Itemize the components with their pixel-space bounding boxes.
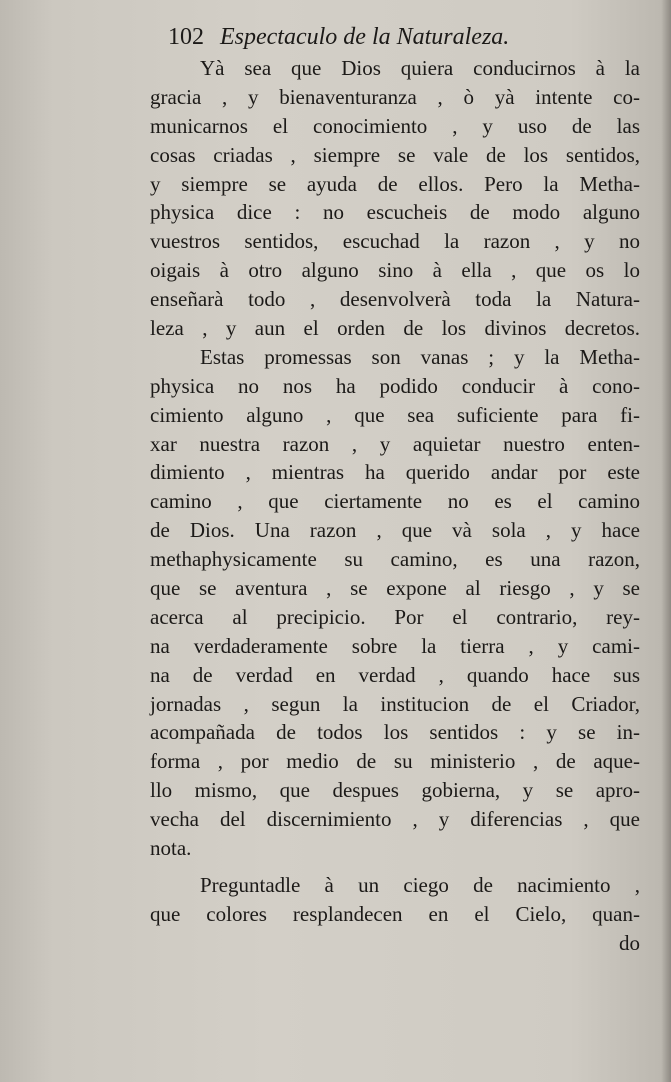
text-line: leza , y aun el orden de los divinos decretos. — [150, 316, 640, 341]
page-number: 102 — [168, 24, 204, 50]
catchword: do — [619, 930, 640, 955]
paragraph-gap — [150, 863, 640, 871]
page-header — [168, 20, 640, 54]
text-line: forma , por medio de su ministerio , de aque- — [150, 749, 640, 774]
text-line: municarnos el conocimiento , y uso de las — [150, 113, 640, 138]
running-title: Espectaculo de la Naturaleza. — [220, 24, 510, 50]
text-line: y siempre se ayuda de ellos. Pero la Metha- — [150, 171, 640, 196]
text-line: physica no nos ha podido conducir à cono- — [150, 373, 640, 398]
text-line: physica dice : no escucheis de modo alguno — [150, 200, 640, 225]
text-line: xar nuestra razon , y aquietar nuestro enten- — [150, 431, 640, 456]
text-line: acompañada de todos los sentidos : y se in- — [150, 720, 640, 745]
text-line: methaphysicamente su camino, es una razon, — [150, 547, 640, 572]
text-line: cosas criadas , siempre se vale de los sentidos, — [150, 142, 640, 167]
text-line: vecha del discernimiento , y diferencias , que — [150, 807, 640, 832]
text-line: cimiento alguno , que sea suficiente para fi- — [150, 402, 640, 427]
text-line: oigais à otro alguno sino à ella , que os lo — [150, 258, 640, 283]
text-line: acerca al precipicio. Por el contrario, rey- — [150, 604, 640, 629]
text-line: camino , que ciertamente no es el camino — [150, 489, 640, 514]
text-line: na de verdad en verdad , quando hace sus — [150, 662, 640, 687]
text-line: gracia , y bienaventuranza , ò yà intente co- — [150, 84, 640, 109]
text-line: de Dios. Una razon , que và sola , y hace — [150, 518, 640, 543]
text-line: jornadas , segun la institucion de el Criador, — [150, 691, 640, 716]
text-line: Yà sea que Dios quiera conducirnos à la — [200, 56, 640, 80]
text-line: que colores resplandecen en el Cielo, quan- — [150, 901, 640, 926]
text-line: nota. — [150, 836, 192, 861]
page-edge-shadow — [661, 0, 671, 1082]
text-block — [150, 20, 640, 958]
text-line: Estas promessas son vanas ; y la Metha- — [200, 344, 640, 369]
text-line: llo mismo, que despues gobierna, y se apro- — [150, 778, 640, 803]
text-line: enseñarà todo , desenvolverà toda la Natura- — [150, 287, 640, 312]
text-line: dimiento , mientras ha querido andar por este — [150, 460, 640, 485]
text-line: Preguntadle à un ciego de nacimiento , — [200, 872, 640, 897]
text-line: vuestros sentidos, escuchad la razon , y no — [150, 229, 640, 254]
text-line: que se aventura , se expone al riesgo , y se — [150, 576, 640, 601]
text-line: na verdaderamente sobre la tierra , y cami- — [150, 633, 640, 658]
